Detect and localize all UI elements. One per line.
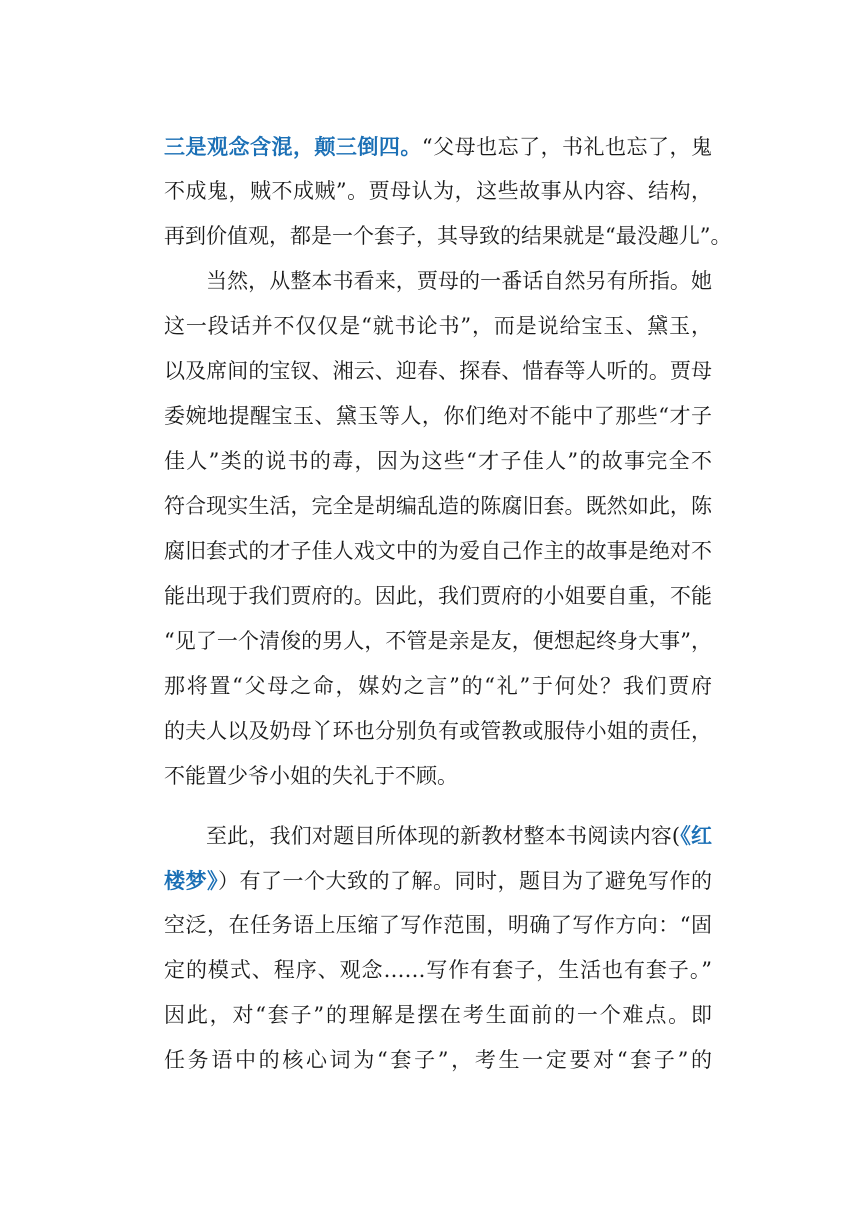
- highlight-phrase: 三是观念含混，颠三倒四。: [164, 134, 422, 159]
- text-line: [164, 813, 712, 858]
- book-title-highlight: 楼梦》: [164, 868, 218, 893]
- text-line: 能出现于我们贾府的。因此，我们贾府的小姐要自重，不能: [164, 584, 712, 608]
- text-line: 这一段话并不仅仅是“就书论书”，而是说给宝玉、黛玉，: [164, 314, 712, 338]
- text-line: [164, 124, 712, 169]
- text-line: 空泛，在任务语上压缩了写作范围，明确了写作方向：“固: [164, 913, 712, 937]
- text-line: “见了一个清俊的男人，不管是亲是友，便想起终身大事”，: [164, 629, 712, 653]
- text-line: 符合现实生活，完全是胡编乱造的陈腐旧套。既然如此，陈: [164, 494, 712, 518]
- text-line: 当然，从整本书看来，贾母的一番话自然另有所指。她: [206, 269, 712, 293]
- paragraph-1: [164, 124, 732, 259]
- text-line: 委婉地提醒宝玉、黛玉等人，你们绝对不能中了那些“才子: [164, 404, 712, 428]
- document-page: [164, 124, 732, 1083]
- text-segment: ）有了一个大致的了解。同时，题目为了避免写作的: [218, 869, 712, 893]
- text-line: 腐旧套式的才子佳人戏文中的为爱自己作主的故事是绝对不: [164, 539, 712, 563]
- text-line: 那将置“父母之命，媒妁之言”的“礼”于何处？我们贾府: [164, 674, 712, 698]
- paragraph-2: [164, 259, 712, 799]
- text-segment: 至此，我们对题目所体现的新教材整本书阅读内容(: [206, 824, 681, 848]
- text-line: 因此，对“套子”的理解是摆在考生面前的一个难点。即: [164, 1003, 712, 1027]
- text-line: 不成鬼，贼不成贼”。贾母认为，这些故事从内容、结构，: [164, 179, 712, 203]
- text-line: [164, 858, 712, 903]
- text-line: 以及席间的宝钗、湘云、迎春、探春、惜春等人听的。贾母: [164, 359, 712, 383]
- text-line: 佳人”类的说书的毒，因为这些“才子佳人”的故事完全不: [164, 449, 712, 473]
- text-segment: “父母也忘了，书礼也忘了，鬼: [421, 135, 712, 159]
- book-title-highlight: 《红: [680, 823, 712, 848]
- text-line: 不能置少爷小姐的失礼于不顾。: [164, 764, 458, 788]
- text-line: 定的模式、程序、观念……写作有套子，生活也有套子。”: [164, 958, 712, 982]
- text-line: 再到价值观，都是一个套子，其导致的结果就是“最没趣儿”。: [164, 224, 732, 248]
- text-line: 任务语中的核心词为“套子”，考生一定要对“套子”的: [164, 1048, 712, 1072]
- text-line: 的夫人以及奶母丫环也分别负有或管教或服侍小姐的责任，: [164, 719, 712, 743]
- paragraph-3: [164, 813, 712, 1083]
